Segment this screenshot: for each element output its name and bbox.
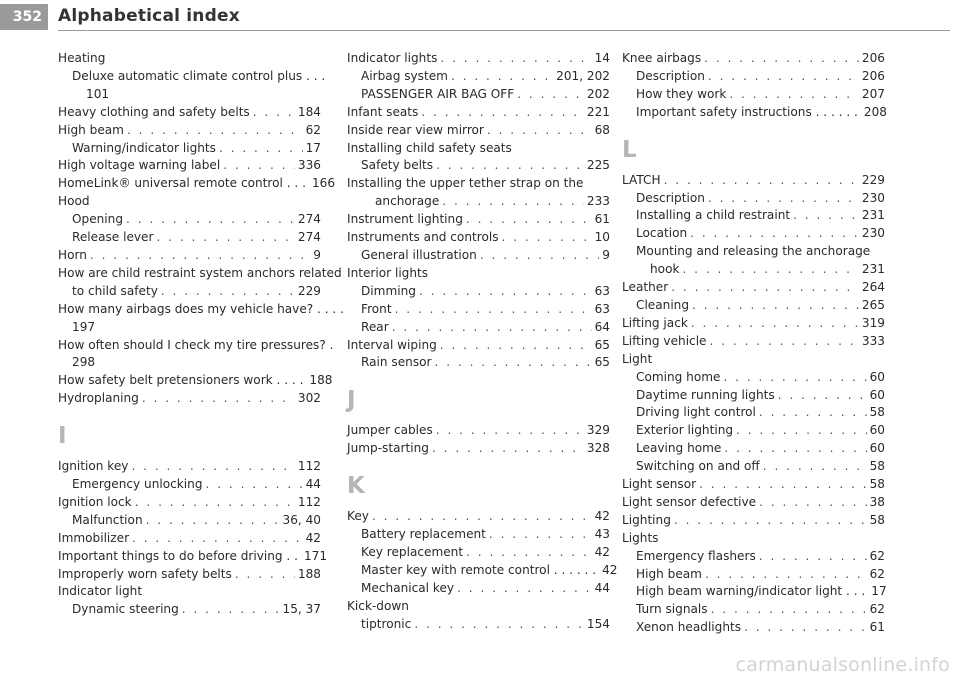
index-subentry: Deluxe automatic climate control plus . . . [72, 68, 326, 83]
index-entry: Jumper cables . . . 329 [347, 422, 610, 440]
index-entry: Lifting vehicle . . . 333 [622, 333, 885, 351]
index-entry: Light [622, 351, 653, 366]
index-entry: How safety belt pretensioners work . . . . 188 [58, 373, 333, 388]
index-subentry: Mechanical key . . . 44 [347, 580, 610, 598]
index-subentry: Daytime running lights . . . 60 [622, 387, 885, 405]
index-entry: How are child restraint system anchors related [58, 265, 342, 280]
index-entry: Horn . . . 9 [58, 247, 321, 265]
index-subentry: Warning/indicator lights . . . 17 [58, 140, 321, 158]
index-entry: Ignition key . . . 112 [58, 458, 321, 476]
index-subentry: hook . . . 231 [622, 261, 885, 279]
index-entry: HomeLink® universal remote control . . . 166 [58, 176, 336, 191]
index-entry: Lifting jack . . . 319 [622, 315, 885, 333]
index-entry: LATCH . . . 229 [622, 172, 885, 190]
index-entry: Indicator lights . . . 14 [347, 50, 610, 68]
index-subentry: High beam . . . 62 [622, 566, 885, 584]
index-entry: Installing child safety seats [347, 140, 512, 155]
index-entry: Leather . . . 264 [622, 279, 885, 297]
page-header [0, 0, 960, 36]
index-column-3 [622, 50, 885, 637]
index-entry: Knee airbags . . . 206 [622, 50, 885, 68]
index-entry: Instruments and controls . . . 10 [347, 229, 610, 247]
index-column-1 [58, 50, 344, 619]
index-entry: Indicator light [58, 584, 143, 599]
index-subentry: General illustration . . . 9 [347, 247, 610, 265]
index-entry: Improperly worn safety belts . . . 188 [58, 566, 321, 584]
index-subentry: Rain sensor . . . 65 [347, 354, 610, 372]
index-entry: Lighting . . . 58 [622, 512, 885, 530]
index-subentry: Mounting and releasing the anchorage [636, 244, 871, 259]
index-page-ref: 101 [86, 86, 110, 101]
index-entry: High beam . . . 62 [58, 122, 321, 140]
index-subentry: Release lever . . . 274 [58, 229, 321, 247]
index-subentry: Battery replacement . . . 43 [347, 526, 610, 544]
index-entry: Interval wiping . . . 65 [347, 337, 610, 355]
index-subentry: Emergency flashers . . . 62 [622, 548, 885, 566]
index-subentry: tiptronic . . . 154 [347, 616, 610, 634]
index-subentry: Cleaning . . . 265 [622, 297, 885, 315]
index-entry: Hood [58, 194, 90, 209]
index-subentry: Emergency unlocking . . . 44 [58, 476, 321, 494]
section-letter-j: J [347, 387, 356, 414]
index-subentry: Location . . . 230 [622, 225, 885, 243]
index-entry: Interior lights [347, 265, 429, 280]
page-title: Alphabetical index [58, 6, 240, 26]
index-subentry: High beam warning/indicator light . . . 17 [636, 584, 887, 599]
index-subentry: Dynamic steering . . . 15, 37 [58, 601, 321, 619]
index-entry: Infant seats . . . 221 [347, 104, 610, 122]
index-subentry: Master key with remote control . . . . . . 42 [361, 562, 618, 577]
index-entry: Heavy clothing and safety belts . . . 184 [58, 104, 321, 122]
index-subentry: Leaving home . . . 60 [622, 440, 885, 458]
index-subentry: Switching on and off . . . 58 [622, 458, 885, 476]
index-entry: Inside rear view mirror . . . 68 [347, 122, 610, 140]
index-subentry: to child safety . . . 229 [58, 283, 321, 301]
index-subentry: Rear . . . 64 [347, 319, 610, 337]
page-number: 352 [0, 4, 48, 30]
index-entry: Installing the upper tether strap on the [347, 176, 584, 191]
index-subentry: Xenon headlights . . . 61 [622, 619, 885, 637]
index-entry: Immobilizer . . . 42 [58, 530, 321, 548]
index-entry: Important things to do before driving . . 171 [58, 548, 328, 563]
index-entry: How many airbags does my vehicle have? . . . . [58, 301, 344, 316]
index-subentry: Exterior lighting . . . 60 [622, 422, 885, 440]
index-entry: High voltage warning label . . . 336 [58, 157, 321, 175]
index-subentry: Opening . . . 274 [58, 211, 321, 229]
section-letter-l: L [622, 136, 637, 163]
index-entry: Hydroplaning . . . 302 [58, 390, 321, 408]
index-subentry: Malfunction . . . 36, 40 [58, 512, 321, 530]
index-entry: Kick-down [347, 598, 409, 613]
index-subentry: Coming home . . . 60 [622, 369, 885, 387]
index-entry: Heating [58, 51, 106, 65]
index-entry: Lights [622, 530, 659, 545]
watermark-text: carmanualsonline.info [735, 654, 950, 676]
index-subentry: PASSENGER AIR BAG OFF . . . 202 [347, 86, 610, 104]
index-subentry: Driving light control . . . 58 [622, 404, 885, 422]
index-subentry: How they work . . . 207 [622, 86, 885, 104]
index-page-ref: 197 [72, 319, 96, 334]
index-entry: Light sensor defective . . . 38 [622, 494, 885, 512]
index-subentry: Airbag system . . . 201, 202 [347, 68, 610, 86]
index-subentry: Important safety instructions . . . . . . 208 [636, 104, 887, 119]
index-subentry: Key replacement . . . 42 [347, 544, 610, 562]
index-subentry: Description . . . 230 [622, 190, 885, 208]
index-subentry: Safety belts . . . 225 [347, 157, 610, 175]
index-page-ref: 298 [72, 355, 96, 370]
index-column-2 [347, 50, 618, 633]
index-entry: How often should I check my tire pressures? . [58, 337, 334, 352]
header-divider [58, 30, 950, 31]
index-entry: Ignition lock . . . 112 [58, 494, 321, 512]
index-subentry: Front . . . 63 [347, 301, 610, 319]
index-subentry: Dimming . . . 63 [347, 283, 610, 301]
index-subentry: Installing a child restraint . . . 231 [622, 207, 885, 225]
index-subentry: Turn signals . . . 62 [622, 601, 885, 619]
index-entry: Key . . . 42 [347, 508, 610, 526]
index-subentry: anchorage . . . 233 [347, 193, 610, 211]
index-entry: Instrument lighting . . . 61 [347, 211, 610, 229]
index-entry: Light sensor . . . 58 [622, 476, 885, 494]
index-subentry: Description . . . 206 [622, 68, 885, 86]
index-entry: Jump-starting . . . 328 [347, 440, 610, 458]
section-letter-i: I [58, 423, 67, 450]
section-letter-k: K [347, 473, 365, 500]
